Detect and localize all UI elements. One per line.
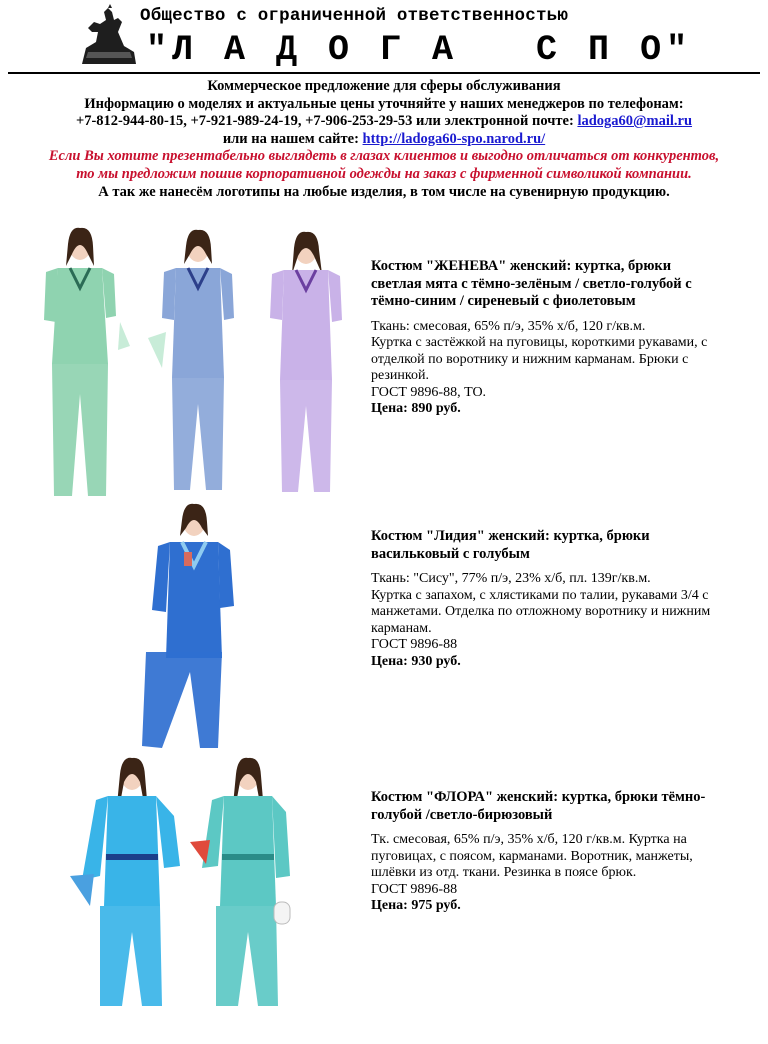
description-line: Куртка с застёжкой на пуговицы, короткими рукавами, с отделкой по воротнику и нижним карманам. Брюки с резинкой.: [371, 335, 708, 383]
lidia-suit-photo: [132, 502, 242, 754]
letterhead: [0, 0, 768, 72]
fabric-line: Ткань: "Сису", 77% п/э, 23% х/б, пл. 139г/кв.м.: [371, 571, 651, 586]
price: Цена: 975 руб.: [371, 898, 461, 913]
flora-suit-photo: [70, 756, 300, 1012]
fabric-line: Ткань: смесовая, 65% п/э, 35% х/б, 120 г/кв.м.: [371, 318, 646, 334]
model-figure-blue: [148, 230, 234, 490]
site-link[interactable]: http://ladoga60-spo.narod.ru/: [362, 130, 546, 147]
product-title: Костюм "ФЛОРА" женский: куртка, брюки тёмно-голубой /светло-бирюзовый: [371, 789, 706, 823]
description-line: Тк. смесовая, 65% п/э, 35% х/б, 120 г/кв.м. Куртка на пуговицах, с поясом, карманами. Воротник, манжеты, шлёвки из отд. ткани. Резинка в поясе брюк.: [371, 832, 693, 880]
site-line: [0, 131, 768, 149]
offer-title: Коммерческое предложение для сферы обслуживания: [207, 78, 561, 94]
geneva-suit-photo: [30, 226, 350, 498]
product-flora: [371, 789, 721, 915]
standard-line: ГОСТ 9896-88: [371, 881, 458, 897]
model-figure-mint: [44, 228, 130, 496]
model-figure-cornflower: [142, 504, 234, 748]
product-geneva: [371, 258, 721, 418]
company-name: "Л А Д О Г А С П О": [146, 30, 693, 70]
logo-print-line: А так же нанесём логотипы на любые изделия, в том числе на сувенирную продукцию.: [98, 183, 670, 200]
offer-intro: [0, 78, 768, 201]
price: Цена: 930 руб.: [371, 653, 461, 669]
description-line: Куртка с запахом, с хлястиками по талии, рукавами 3/4 с манжетами. Отделка по отложному воротнику и нижним карманам.: [371, 587, 711, 636]
product-lidia: [371, 528, 721, 670]
site-prefix: или на нашем сайте:: [222, 130, 363, 147]
phones: +7-812-944-80-15, +7-921-989-24-19, +7-906-253-29-53 или электронной почте:: [75, 113, 578, 130]
standard-line: ГОСТ 9896-88, ТО.: [371, 384, 487, 400]
model-figure-lilac: [270, 232, 342, 492]
company-type: Общество с ограниченной ответственностью: [140, 6, 569, 26]
product-title: Костюм "ЖЕНЕВА" женский: куртка, брюки светлая мята с тёмно-зелёным / светло-голубой с тёмно-синим / сиреневый с фиолетовым: [371, 258, 692, 309]
model-figure-sky-blue: [70, 758, 180, 1006]
promo-line-1: Если Вы хотите презентабельно выглядеть в глазах клиентов и выгодно отличаться от конкурентов,: [48, 148, 720, 165]
price: Цена: 890 руб.: [371, 401, 461, 416]
promo-line-2: то мы предложим пошив корпоративной одежды на заказ с фирменной символикой компании.: [76, 165, 692, 182]
product-title: Костюм "Лидия" женский: куртка, брюки васильковый с голубым: [371, 528, 650, 562]
standard-line: ГОСТ 9896-88: [371, 637, 458, 652]
info-line: Информацию о моделях и актуальные цены уточняйте у наших менеджеров по телефонам:: [84, 95, 684, 112]
horseman-monument-logo: [78, 2, 140, 66]
email-link[interactable]: ladoga60@mail.ru: [577, 113, 693, 130]
header-divider: [8, 72, 760, 74]
contacts-line: [0, 113, 768, 131]
model-figure-turquoise: [190, 758, 290, 1006]
